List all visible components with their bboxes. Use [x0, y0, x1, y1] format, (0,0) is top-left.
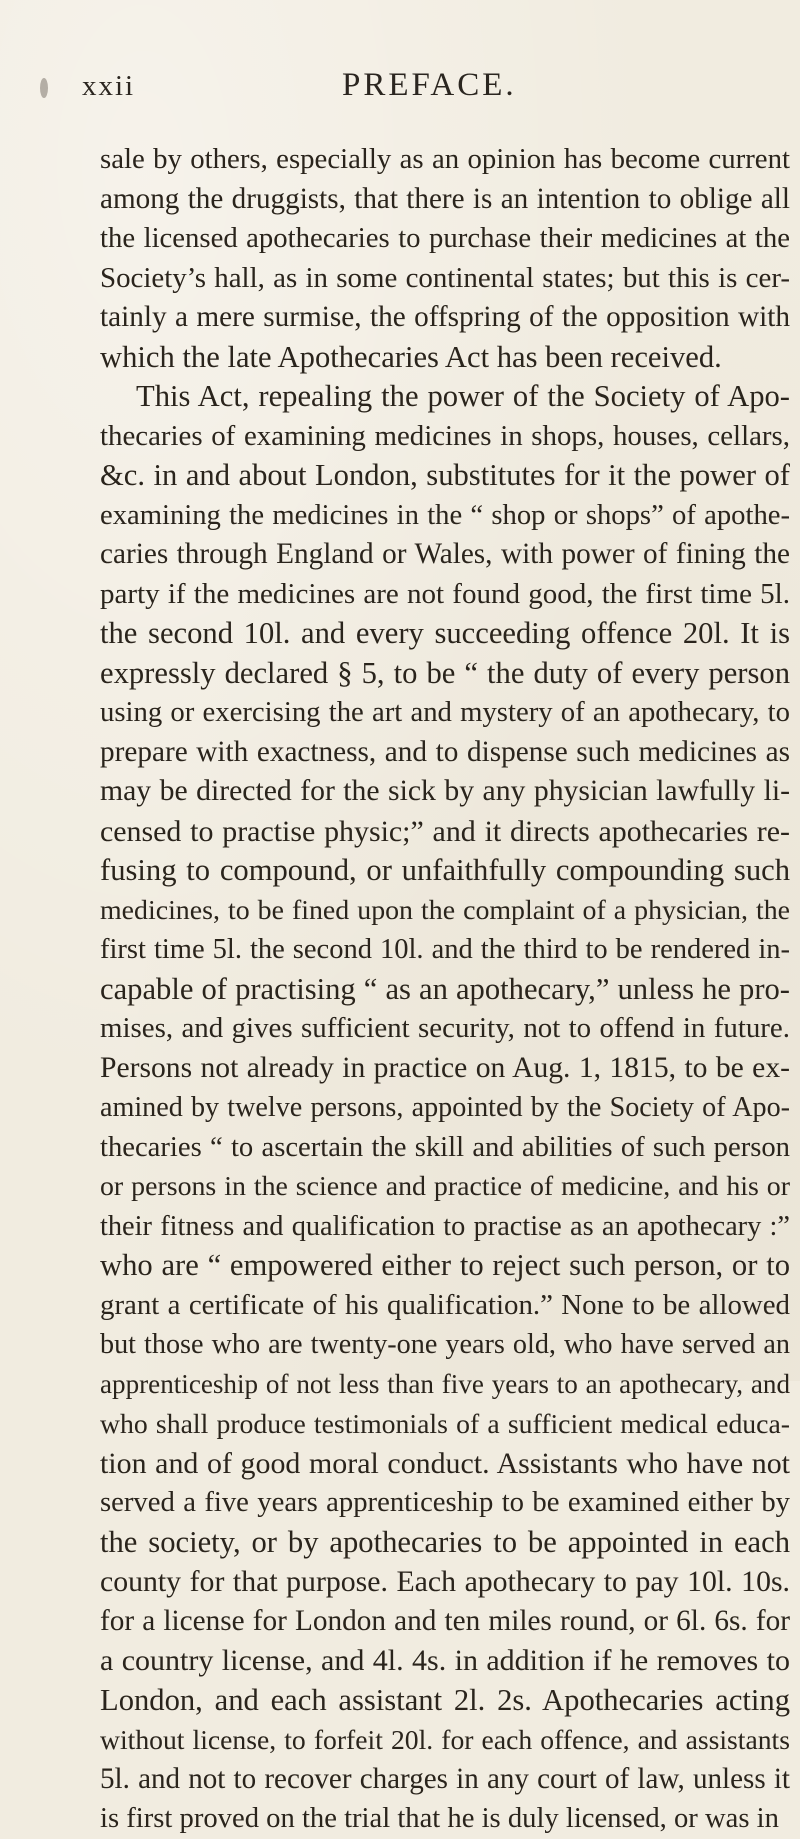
text-line: expressly declared § 5, to be “ the duty of every person	[100, 655, 790, 690]
text-line: caries through England or Wales, with power of fining the	[100, 538, 790, 570]
page-number: xxii	[82, 70, 136, 102]
text-line: &c. in and about London, substitutes for it the power of	[100, 458, 790, 492]
text-line: using or exercising the art and mystery of an apothecary, to	[100, 696, 790, 728]
text-line: This Act, repealing the power of the Society of Apo-	[136, 379, 790, 413]
text-line: their fitness and qualification to practise as an apothecary :”	[100, 1210, 790, 1242]
text-line: may be directed for the sick by any physician lawfully li-	[100, 775, 790, 807]
text-line: censed to practise physic;” and it directs apothecaries re-	[100, 814, 790, 848]
text-line: is first proved on the trial that he is duly licensed, or was in	[100, 1802, 779, 1834]
text-line: amined by twelve persons, appointed by the Society of Apo-	[100, 1092, 790, 1123]
text-line: which the late Apothecaries Act has been received.	[100, 339, 722, 374]
text-line: served a five years apprenticeship to be examined either by	[100, 1486, 790, 1518]
text-line: 5l. and not to recover charges in any court of law, unless it	[100, 1762, 790, 1795]
text-line: party if the medicines are not found good, the first time 5l.	[100, 577, 790, 610]
text-line: county for that purpose. Each apothecary to pay 10l. 10s.	[100, 1565, 790, 1598]
paragraph-2	[100, 377, 790, 1839]
text-line: who shall produce testimonials of a sufficient medical educa-	[100, 1408, 790, 1439]
text-line: first time 5l. the second 10l. and the third to be rendered in-	[100, 934, 790, 965]
text-line: Society’s hall, as in some continental states; but this is cer-	[100, 261, 790, 294]
text-line: or persons in the science and practice of medicine, and his or	[100, 1171, 790, 1202]
text-line: London, and each assistant 2l. 2s. Apothecaries acting	[100, 1682, 790, 1717]
text-line: examining the medicines in the “ shop or shops” of apothe-	[100, 498, 790, 531]
paragraph-1	[100, 140, 790, 377]
text-line: the society, or by apothecaries to be appointed in each	[100, 1524, 790, 1559]
text-line: capable of practising “ as an apothecary,” unless he pro-	[100, 971, 790, 1006]
text-line: grant a certificate of his qualification.” None to be allowed	[100, 1288, 790, 1321]
text-line: apprenticeship of not less than five years to an apothecary, and	[100, 1368, 790, 1399]
page-header	[0, 0, 800, 103]
text-line: the licensed apothecaries to purchase their medicines at the	[100, 222, 790, 254]
text-line: sale by others, especially as an opinion has become current	[100, 143, 790, 175]
text-line: tainly a mere surmise, the offspring of the opposition with	[100, 301, 790, 333]
text-line: thecaries of examining medicines in shops, houses, cellars,	[100, 419, 790, 452]
text-line: tion and of good moral conduct. Assistants who have not	[100, 1446, 790, 1480]
text-line: but those who are twenty-one years old, who have served an	[100, 1329, 790, 1360]
text-line: Persons not already in practice on Aug. 1, 1815, to be ex-	[100, 1051, 790, 1084]
body-text	[100, 140, 790, 1839]
text-line: a country license, and 4l. 4s. in addition if he removes to	[100, 1644, 790, 1677]
text-line: who are “ empowered either to reject such person, or to	[100, 1248, 790, 1282]
text-line: without license, to forfeit 20l. for each offence, and assistants	[100, 1724, 790, 1755]
text-line: for a license for London and ten miles round, or 6l. 6s. for	[100, 1604, 790, 1637]
text-line: among the druggists, that there is an intention to oblige all	[100, 182, 790, 215]
text-line: thecaries “ to ascertain the skill and abilities of such person	[100, 1130, 790, 1163]
text-line: prepare with exactness, and to dispense such medicines as	[100, 735, 790, 768]
running-head: PREFACE.	[342, 67, 517, 103]
text-line: medicines, to be fined upon the complaint of a physician, the	[100, 894, 790, 926]
text-line: fusing to compound, or unfaithfully compounding such	[100, 853, 790, 887]
text-line: the second 10l. and every succeeding offence 20l. It is	[100, 616, 790, 650]
text-line: mises, and gives sufficient security, not to offend in future.	[100, 1012, 790, 1044]
